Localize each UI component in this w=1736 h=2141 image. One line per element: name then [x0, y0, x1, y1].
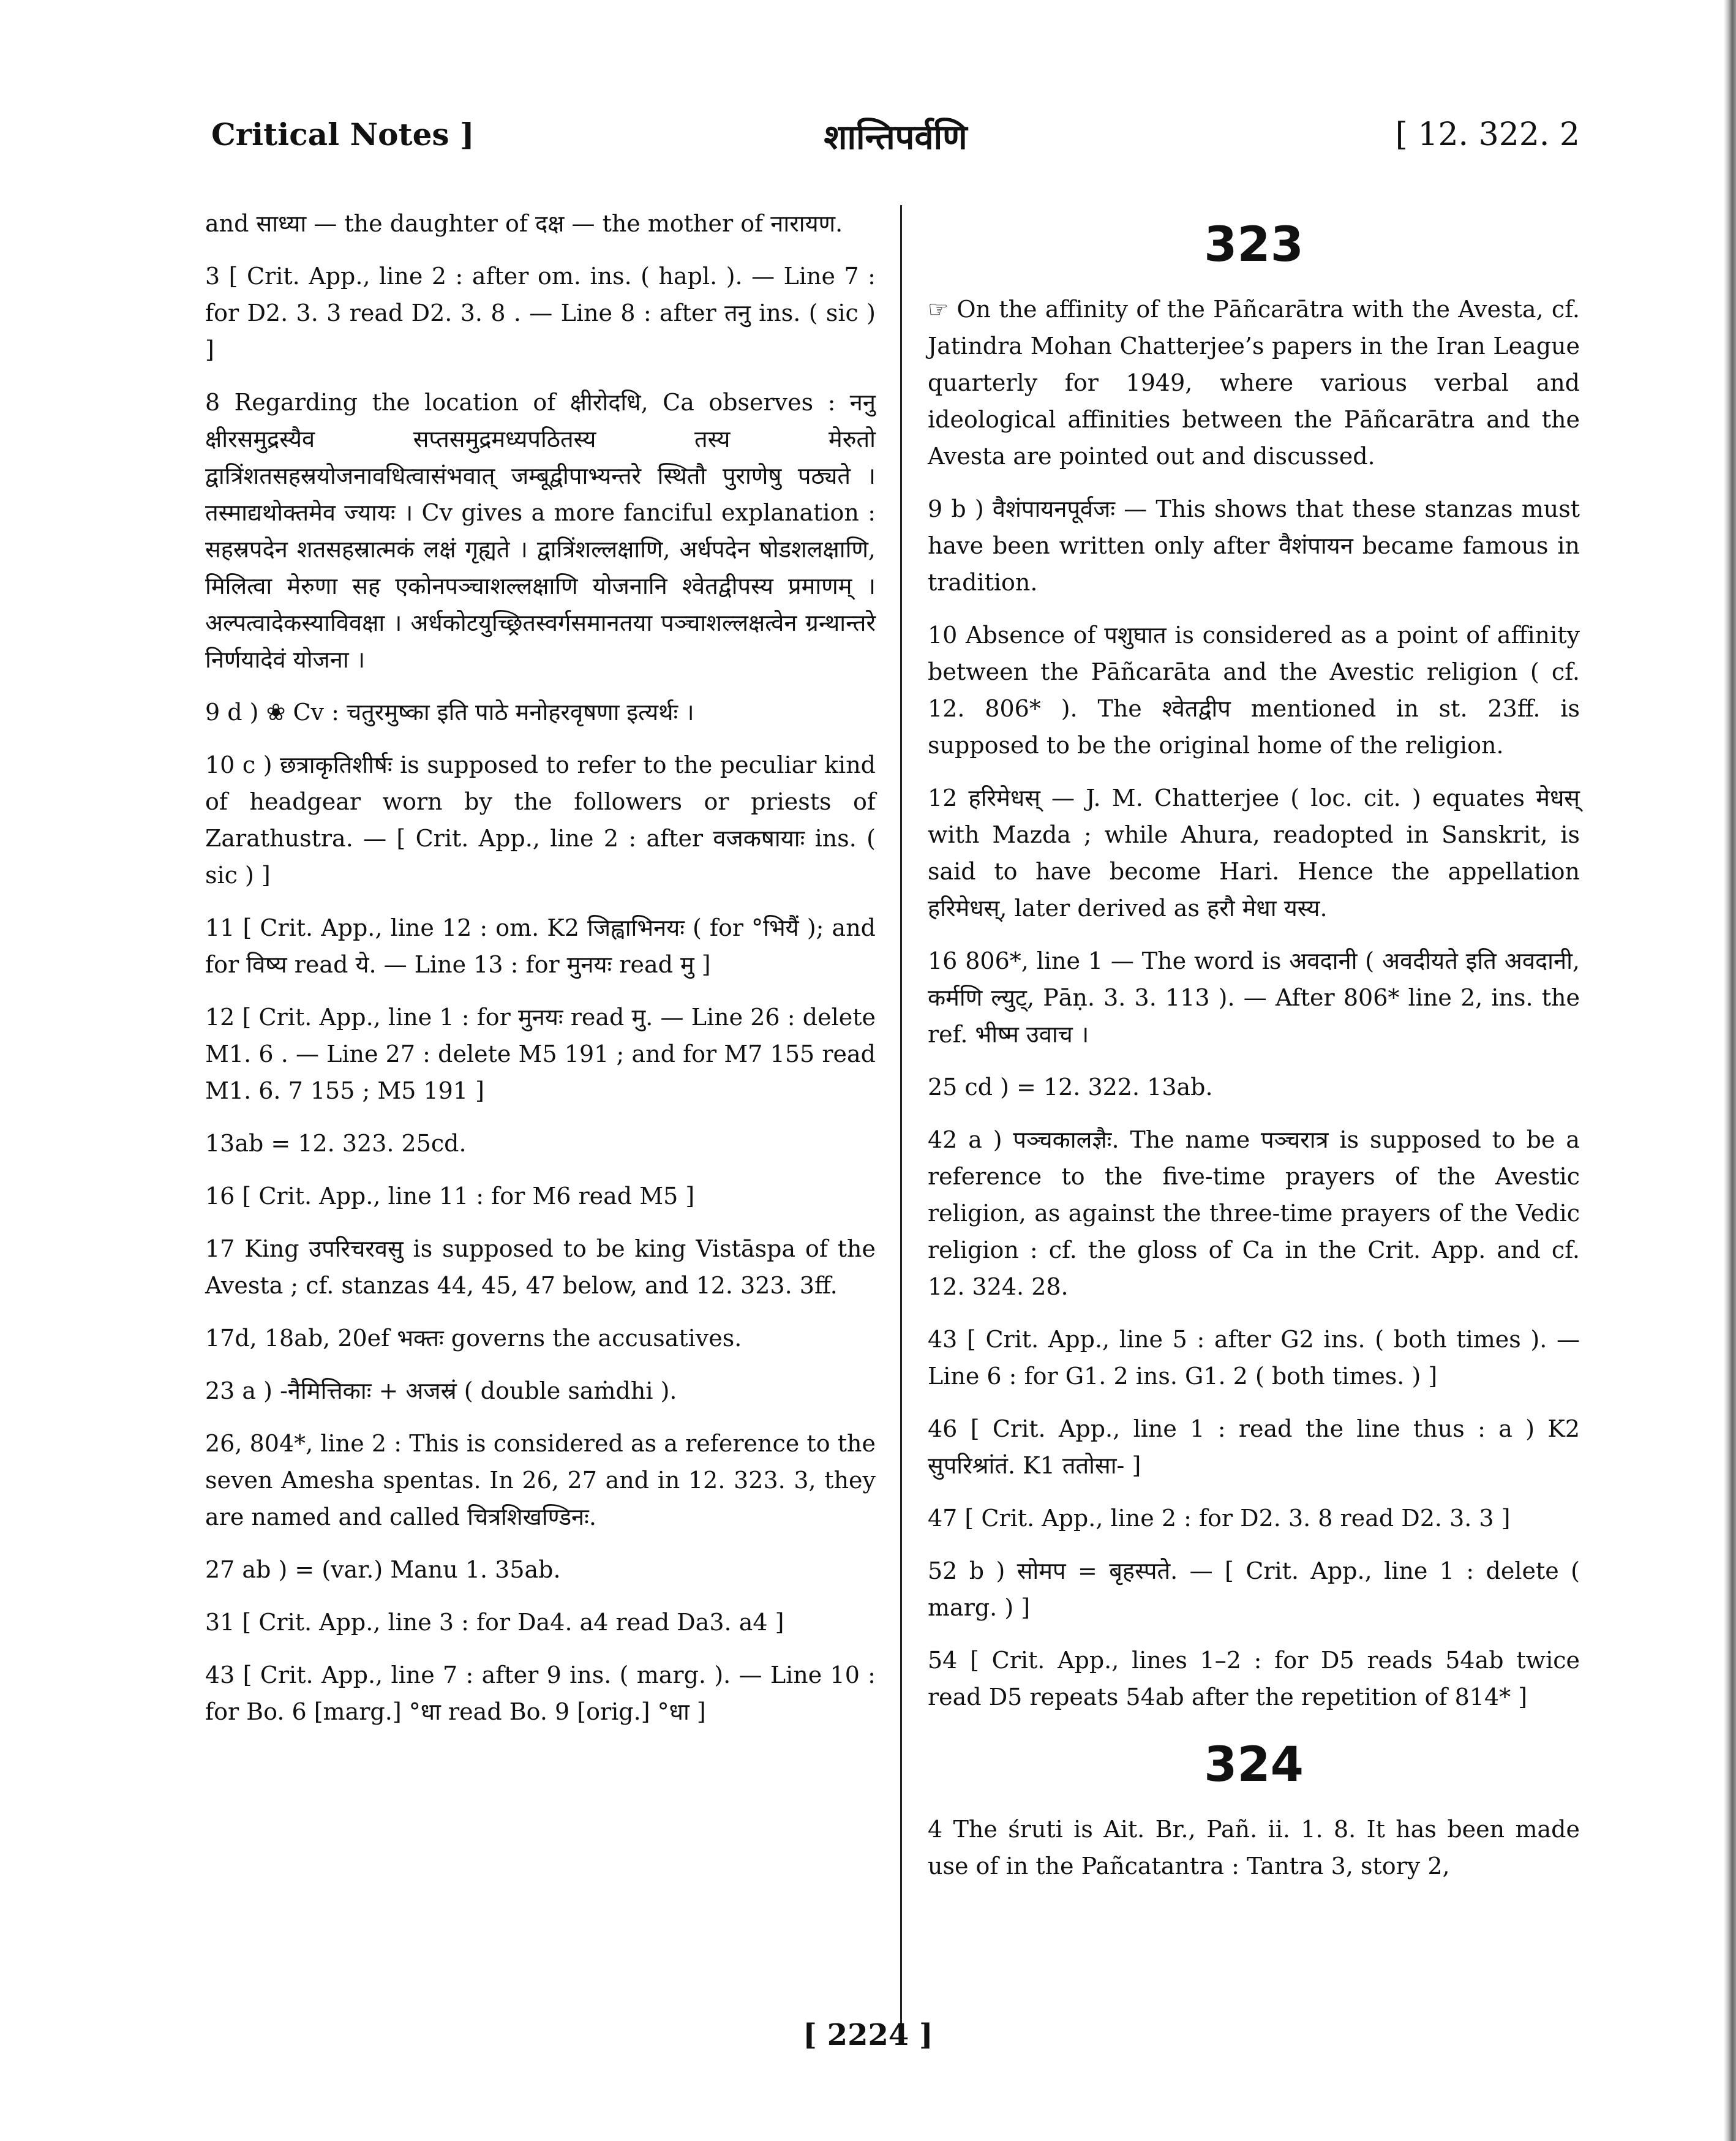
- note: 17 King उपरिचरवसु is supposed to be king Vistāspa of the Avesta ; cf. stanzas 44, 45, 47 below, and 12. 323. 3ff.: [205, 1235, 876, 1299]
- header-right: [ 12. 322. 2: [1395, 116, 1580, 153]
- column-divider: [900, 205, 902, 2033]
- note: 16 [ Crit. App., line 11 : for M6 read M5 ]: [205, 1183, 695, 1210]
- note: 17d, 18ab, 20ef भक्तः governs the accusatives.: [205, 1325, 742, 1352]
- note: 3 [ Crit. App., line 2 : after om. ins. ( hapl. ). — Line 7 : for D2. 3. 3 read D2. 3. 8 . — Line 8 : after तनु ins. ( sic ) ]: [205, 263, 876, 363]
- note: 46 [ Crit. App., line 1 : read the line thus : a ) K2 सुपरिश्रांतं. K1 ततोसा- ]: [928, 1415, 1580, 1479]
- scan-edge: [1724, 0, 1736, 2141]
- note: 4 The śruti is Ait. Br., Pañ. ii. 1. 8. It has been made use of in the Pañcatantra : Tantra 3, story 2,: [928, 1816, 1580, 1879]
- note: 43 [ Crit. App., line 5 : after G2 ins. ( both times ). — Line 6 : for G1. 2 ins. G1. 2 ( both times. ) ]: [928, 1326, 1580, 1390]
- note: 43 [ Crit. App., line 7 : after 9 ins. ( marg. ). — Line 10 : for Bo. 6 [marg.] °धा read Bo. 9 [orig.] °धा ]: [205, 1661, 876, 1725]
- header-center: शान्तिपर्वणि: [824, 117, 968, 157]
- note: 25 cd ) = 12. 322. 13ab.: [928, 1074, 1213, 1101]
- note: 23 a ) -नैमित्तिकाः + अजस्रं ( double saṁdhi ).: [205, 1377, 677, 1404]
- note: 27 ab ) = (var.) Manu 1. 35ab.: [205, 1556, 561, 1583]
- note: 12 हरिमेधस् — J. M. Chatterjee ( loc. cit. ) equates मेधस् with Mazda ; while Ahura, readopted in Sanskrit, is said to have become Hari. Hence the appellation हरिमेधस्, later derived as हरौ मेधा यस्य.: [928, 785, 1580, 922]
- note: 31 [ Crit. App., line 3 : for Da4. a4 read Da3. a4 ]: [205, 1609, 784, 1636]
- running-header: [211, 116, 1580, 171]
- note: 16 806*, line 1 — The word is अवदानी ( अवदीयते इति अवदानी, कर्मणि ल्युट्, Pāṇ. 3. 3. 113 ). — After 806* line 2, ins. the ref. भीष्म उवाच ।: [928, 947, 1580, 1048]
- note: 42 a ) पञ्चकालज्ञैः. The name पञ्चरात्र is supposed to be a reference to the five-time prayers of the Avestic religion, as against the three-time prayers of the Vedic religion : cf. the gloss of Ca in the Crit. App. and cf. 12. 324. 28.: [928, 1126, 1580, 1300]
- note: 52 b ) सोमप = बृहस्पते. — [ Crit. App., line 1 : delete ( marg. ) ]: [928, 1557, 1580, 1621]
- page-number: [ 2224 ]: [803, 2018, 933, 2052]
- note: 12 [ Crit. App., line 1 : for मुनयः read मु. — Line 26 : delete M1. 6 . — Line 27 : delete M5 191 ; and for M7 155 read M1. 6. 7 155 ; M5 191 ]: [205, 1004, 876, 1104]
- note: 11 [ Crit. App., line 12 : om. K2 जिह्वाभिनयः ( for °भियैं ); and for विष्य read ये. — Line 13 : for मुनयः read मु ]: [205, 914, 876, 978]
- note: 26, 804*, line 2 : This is considered as a reference to the seven Amesha spentas. In 26, 27 and in 12. 323. 3, they are named and called चित्रशिखण्डिनः.: [205, 1430, 876, 1530]
- note: 47 [ Crit. App., line 2 : for D2. 3. 8 read D2. 3. 3 ]: [928, 1505, 1511, 1532]
- note: 9 d ) ❀ Cv : चतुरमुष्का इति पाठे मनोहरवृषणा इत्यर्थः ।: [205, 699, 694, 726]
- note: 9 b ) वैशंपायनपूर्वजः — This shows that these stanzas must have been written only after वैशंपायन became famous in tradition.: [928, 495, 1580, 596]
- note: 8 Regarding the location of क्षीरोदधि, Ca observes : ननु क्षीरसमुद्रस्यैव सप्तसमुद्रमध्यपठितस्य तस्य मेरुतो द्वात्रिंशतसहस्रयोजनावधित्वासंभवात् जम्बूद्वीपाभ्यन्तरे स्थितौ पुराणेषु पठ्यते । तस्माद्यथोक्तमेव ज्यायः । Cv gives a more fanciful explanation : सहस्रपदेन शतसहस्रात्मकं लक्षं गृह्यते । द्वात्रिंशल्लक्षाणि, अर्धपदेन षोडशलक्षाणि, मिलित्वा मेरुणा सह एकोनपञ्चाशल्लक्षाणि योजनानि श्वेतद्वीपस्य प्रमाणम् । अल्पत्वादेकस्याविवक्षा । अर्धकोटयुच्छ्रितस्वर्गसमानतया पञ्चाशल्लक्षत्वेन ग्रन्थान्तरे निर्णयादेवं योजना ।: [205, 389, 876, 673]
- left-column: [205, 205, 876, 1746]
- note: 54 [ Crit. App., lines 1–2 : for D5 reads 54ab twice read D5 repeats 54ab after the repetition of 814* ]: [928, 1647, 1580, 1710]
- note: ☞ On the affinity of the Pāñcarātra with the Avesta, cf. Jatindra Mohan Chatterjee’s papers in the Iran League quarterly for 1949, where various verbal and ideological affinities between the Pāñcarātra and the Avesta are pointed out and discussed.: [928, 296, 1580, 470]
- note: 13ab = 12. 323. 25cd.: [205, 1130, 467, 1157]
- right-column: [928, 205, 1580, 1900]
- note: 10 c ) छत्राकृतिशीर्षः is supposed to refer to the peculiar kind of headgear worn by the followers or priests of Zarathustra. — [ Crit. App., line 2 : after वजकषायाः ins. ( sic ) ]: [205, 751, 876, 889]
- header-left: Critical Notes ]: [211, 116, 475, 152]
- section-heading-323: 323: [1204, 217, 1304, 273]
- section-heading-324: 324: [1204, 1737, 1304, 1793]
- note: 10 Absence of पशुघात is considered as a point of affinity between the Pāñcarāta and the Avestic religion ( cf. 12. 806* ). The श्वेतद्वीप mentioned in st. 23ff. is supposed to be the original home of the religion.: [928, 622, 1580, 759]
- note: and साध्या — the daughter of दक्ष — the mother of नारायण.: [205, 210, 843, 237]
